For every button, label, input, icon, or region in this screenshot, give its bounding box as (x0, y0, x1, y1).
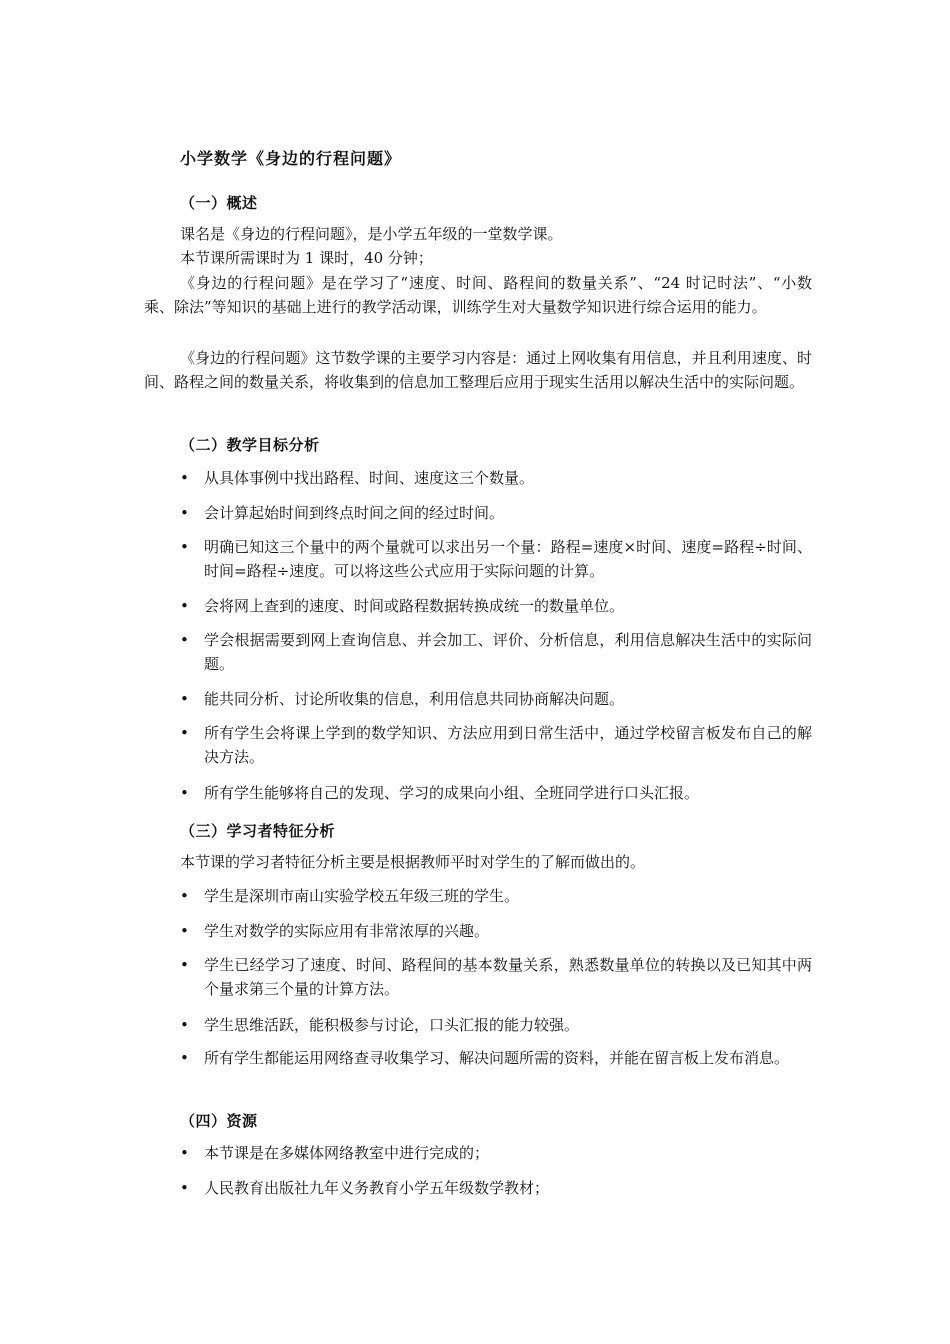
document-title: 小学数学《身边的行程问题》 (180, 149, 402, 168)
list-item-text: 本节课是在多媒体网络教室中进行完成的； (204, 1144, 490, 1162)
bullet-icon: • (180, 690, 189, 708)
list-item (180, 535, 812, 583)
bullet-icon: • (180, 922, 189, 940)
list-item (180, 1046, 812, 1070)
bullet-icon: • (180, 1049, 189, 1067)
list-item (180, 953, 812, 1001)
learners-intro: 本节课的学习者特征分析主要是根据教师平时对学生的了解而做出的。 (180, 853, 646, 871)
list-item-text: 学生对数学的实际应用有非常浓厚的兴趣。 (204, 922, 490, 940)
overview-paragraph: 课名是《身边的行程问题》，是小学五年级的一堂数学课。 (180, 225, 563, 243)
list-item (180, 1141, 812, 1165)
list-item (180, 781, 812, 805)
bullet-icon: • (180, 724, 189, 742)
section-heading-resources: （四）资源 (180, 1112, 258, 1130)
bullet-icon: • (180, 469, 189, 487)
list-item (180, 1013, 812, 1037)
list-item-text: 能共同分析、讨论所收集的信息，利用信息共同协商解决问题。 (204, 690, 625, 708)
list-item (180, 721, 812, 769)
list-item-text: 学会根据需要到网上查询信息、并会加工、评价、分析信息，利用信息解决生活中的实际问题。 (204, 631, 812, 673)
bullet-icon: • (180, 1016, 189, 1034)
bullet-icon: • (180, 631, 189, 649)
bullet-icon: • (180, 597, 189, 615)
bullet-icon: • (180, 784, 189, 802)
overview-paragraph: 本节课所需课时为 1 课时，40 分钟； (180, 249, 433, 267)
list-item (180, 884, 812, 908)
overview-paragraph: 《身边的行程问题》这节数学课的主要学习内容是：通过上网收集有用信息，并且利用速度、时间、路程之间的数量关系，将收集到的信息加工整理后应用于现实生活用以解决生活中的实际问题。 (144, 349, 812, 391)
list-item-text: 从具体事例中找出路程、时间、速度这三个数量。 (204, 469, 535, 487)
list-item-text: 所有学生能够将自己的发现、学习的成果向小组、全班同学进行口头汇报。 (204, 784, 700, 802)
bullet-icon: • (180, 887, 189, 905)
list-item-text: 所有学生都能运用网络查寻收集学习、解决问题所需的资料，并能在留言板上发布消息。 (204, 1049, 790, 1067)
list-item (180, 687, 812, 711)
list-item (180, 628, 812, 676)
list-item (180, 501, 812, 525)
list-item-text: 人民教育出版社九年义务教育小学五年级数学教材； (204, 1179, 550, 1197)
list-item-text: 会计算起始时间到终点时间之间的经过时间。 (204, 504, 505, 522)
list-item-text: 会将网上查到的速度、时间或路程数据转换成统一的数量单位。 (204, 597, 625, 615)
list-item-text: 所有学生会将课上学到的数学知识、方法应用到日常生活中，通过学校留言板发布自己的解决方法。 (204, 724, 812, 766)
bullet-icon: • (180, 504, 189, 522)
list-item (180, 919, 812, 943)
bullet-icon: • (180, 538, 189, 556)
list-item-text: 学生已经学习了速度、时间、路程间的基本数量关系，熟悉数量单位的转换以及已知其中两个量求第三个量的计算方法。 (204, 956, 812, 998)
list-item-text: 学生是深圳市南山实验学校五年级三班的学生。 (204, 887, 520, 905)
bullet-icon: • (180, 1144, 189, 1162)
section-heading-objectives: （二）教学目标分析 (180, 436, 320, 454)
overview-paragraph: 《身边的行程问题》是在学习了“速度、时间、路程间的数量关系”、“24 时记时法”、“小数乘、除法”等知识的基础上进行的教学活动课，训练学生对大量数学知识进行综合运用的能力。 (144, 274, 812, 316)
list-item (180, 466, 812, 490)
list-item (180, 594, 812, 618)
list-item-text: 明确已知这三个量中的两个量就可以求出另一个量：路程=速度×时间、速度=路程÷时间、时间=路程÷速度。可以将这些公式应用于实际问题的计算。 (204, 538, 812, 580)
bullet-icon: • (180, 1179, 189, 1197)
list-item (180, 1176, 812, 1200)
section-heading-learners: （三）学习者特征分析 (180, 822, 336, 840)
bullet-icon: • (180, 956, 189, 974)
list-item-text: 学生思维活跃，能积极参与讨论，口头汇报的能力较强。 (204, 1016, 580, 1034)
section-heading-overview: （一）概述 (180, 194, 258, 212)
